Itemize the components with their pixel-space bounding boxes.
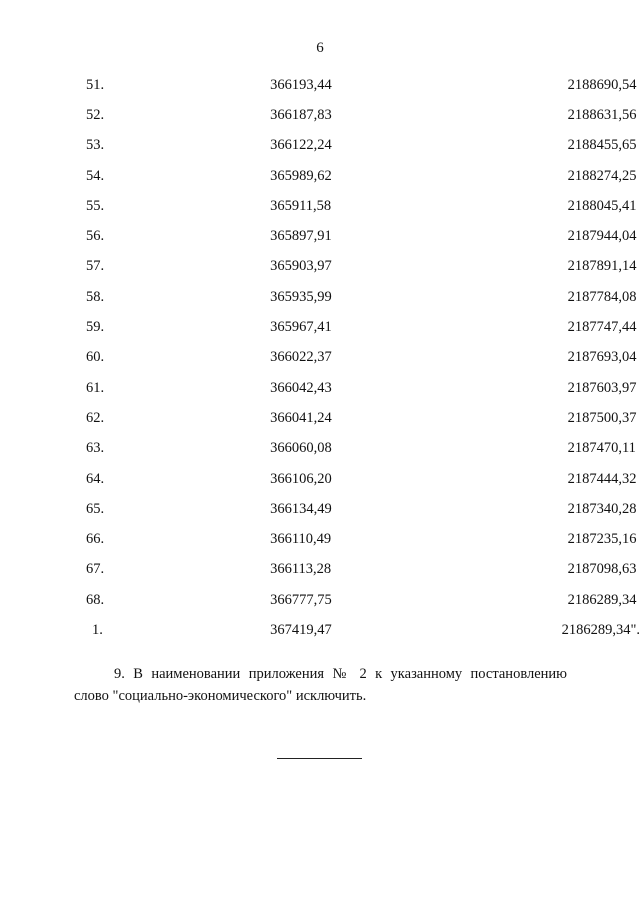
point-number xyxy=(0,343,154,373)
coordinate-y-text: 2186289,34 xyxy=(567,591,637,608)
point-number-text: 61. xyxy=(86,379,105,396)
table-row xyxy=(0,464,640,494)
coordinate-x: 366122,24 xyxy=(270,137,332,154)
coordinate-y xyxy=(434,161,640,191)
point-number xyxy=(0,100,154,130)
coordinates-table-body xyxy=(0,70,640,646)
coordinate-y-text: 2187603,97 xyxy=(567,379,637,396)
coordinate-y xyxy=(434,464,640,494)
table-row xyxy=(0,131,640,161)
coordinate-y xyxy=(434,252,640,282)
coordinate-y-text: 2188274,25 xyxy=(567,167,637,184)
point-number-text: 64. xyxy=(86,470,105,487)
coordinate-x: 366106,20 xyxy=(270,470,332,487)
point-number-text: 53. xyxy=(86,137,105,154)
coordinate-x: 366187,83 xyxy=(270,106,332,123)
coordinate-x: 365967,41 xyxy=(270,319,332,336)
point-number-text: 60. xyxy=(86,349,105,366)
table-row xyxy=(0,252,640,282)
coordinate-y xyxy=(434,191,640,221)
coordinate-x: 366060,08 xyxy=(270,440,332,457)
point-number xyxy=(0,282,154,312)
table-row xyxy=(0,282,640,312)
point-number xyxy=(0,494,154,524)
table-row xyxy=(0,312,640,342)
point-number-text: 52. xyxy=(86,106,105,123)
point-number xyxy=(0,403,154,433)
coordinate-y xyxy=(434,524,640,554)
point-number-text: 66. xyxy=(86,531,105,548)
coordinate-y-text: 2187340,28 xyxy=(567,500,637,517)
coordinate-y-text: 2188631,56 xyxy=(567,106,637,123)
point-number xyxy=(0,615,154,645)
table-row xyxy=(0,70,640,100)
coordinate-y xyxy=(434,312,640,342)
point-number-text: 59. xyxy=(86,319,105,336)
point-number xyxy=(0,131,154,161)
coordinate-x: 366042,43 xyxy=(270,379,332,396)
table-row xyxy=(0,403,640,433)
coordinate-y-text: 2187470,11 xyxy=(567,440,636,457)
coordinate-x: 366041,24 xyxy=(270,409,332,426)
point-number-text: 51. xyxy=(86,76,105,93)
coordinate-x: 366193,44 xyxy=(270,76,332,93)
table-row xyxy=(0,343,640,373)
point-number xyxy=(0,555,154,585)
point-number xyxy=(0,312,154,342)
page-number: 6 xyxy=(316,40,324,56)
point-number xyxy=(0,373,154,403)
coordinate-y xyxy=(434,100,640,130)
coordinate-y xyxy=(434,131,640,161)
coordinate-x: 367419,47 xyxy=(270,621,332,638)
table-row xyxy=(0,615,640,645)
point-number xyxy=(0,161,154,191)
point-number-text: 65. xyxy=(86,500,105,517)
point-number xyxy=(0,70,154,100)
coordinate-y xyxy=(434,282,640,312)
coordinate-x: 366777,75 xyxy=(270,591,332,608)
point-number xyxy=(0,191,154,221)
point-number-text: 57. xyxy=(86,258,105,275)
coordinate-y xyxy=(434,494,640,524)
point-number-text: 55. xyxy=(86,197,105,214)
coordinate-y-text: 2188045,41 xyxy=(567,197,637,214)
coordinate-y xyxy=(434,585,640,615)
coordinate-y-text: 2187944,04 xyxy=(567,228,637,245)
table-row xyxy=(0,434,640,464)
point-number-text: 56. xyxy=(86,228,105,245)
coordinate-x: 366113,28 xyxy=(270,561,332,578)
coordinate-x: 365903,97 xyxy=(270,258,332,275)
coordinate-y-text: 2187693,04 xyxy=(567,349,637,366)
point-number xyxy=(0,464,154,494)
coordinate-y xyxy=(434,555,640,585)
point-number xyxy=(0,585,154,615)
coordinate-y xyxy=(434,615,640,645)
point-number xyxy=(0,524,154,554)
point-number xyxy=(0,252,154,282)
coordinate-y-text: 2187747,44 xyxy=(567,319,637,336)
coordinate-y-text: 2187235,16 xyxy=(567,531,637,548)
coordinate-y-text: 2187784,08 xyxy=(567,288,637,305)
table-row xyxy=(0,100,640,130)
coordinate-y xyxy=(434,373,640,403)
coordinate-x: 366022,37 xyxy=(270,349,332,366)
coordinate-y xyxy=(434,434,640,464)
point-number-text: 54. xyxy=(86,167,105,184)
coordinate-x: 366110,49 xyxy=(270,531,332,548)
coordinate-y-text: 2188455,65 xyxy=(567,137,637,154)
paragraph-line-2: слово "социально-экономического" исключить. xyxy=(74,688,367,704)
closing-rule xyxy=(277,758,362,759)
coordinate-x: 365989,62 xyxy=(270,167,332,184)
table-row xyxy=(0,494,640,524)
point-number-text: 68. xyxy=(86,591,105,608)
coordinate-y xyxy=(434,343,640,373)
table-row xyxy=(0,524,640,554)
table-row xyxy=(0,585,640,615)
coordinate-y-text: 2187500,37 xyxy=(567,409,637,426)
coordinate-x: 365897,91 xyxy=(270,228,332,245)
point-number-text: 62. xyxy=(86,409,105,426)
table-row xyxy=(0,555,640,585)
point-number xyxy=(0,434,154,464)
coordinate-y-text: 2187891,14 xyxy=(567,258,637,275)
point-number xyxy=(0,221,154,251)
coordinate-y-text: 2186289,34". xyxy=(561,621,640,638)
coordinate-y xyxy=(434,403,640,433)
point-number-text: 1. xyxy=(92,621,103,638)
coordinate-x: 365935,99 xyxy=(270,288,332,305)
coordinate-y xyxy=(434,70,640,100)
paragraph-line-1: 9. В наименовании приложения № 2 к указанному постановлению xyxy=(114,666,567,682)
coordinates-table xyxy=(0,70,640,646)
point-number-text: 63. xyxy=(86,440,105,457)
point-number-text: 67. xyxy=(86,561,105,578)
point-number-text: 58. xyxy=(86,288,105,305)
coordinate-x: 365911,58 xyxy=(270,197,332,214)
coordinate-x: 366134,49 xyxy=(270,500,332,517)
coordinate-y xyxy=(434,221,640,251)
coordinate-y-text: 2187098,63 xyxy=(567,561,637,578)
amendment-paragraph xyxy=(74,663,567,707)
coordinate-y-text: 2188690,54 xyxy=(567,76,637,93)
coordinate-y-text: 2187444,32 xyxy=(567,470,637,487)
table-row xyxy=(0,373,640,403)
table-row xyxy=(0,221,640,251)
table-row xyxy=(0,161,640,191)
table-row xyxy=(0,191,640,221)
